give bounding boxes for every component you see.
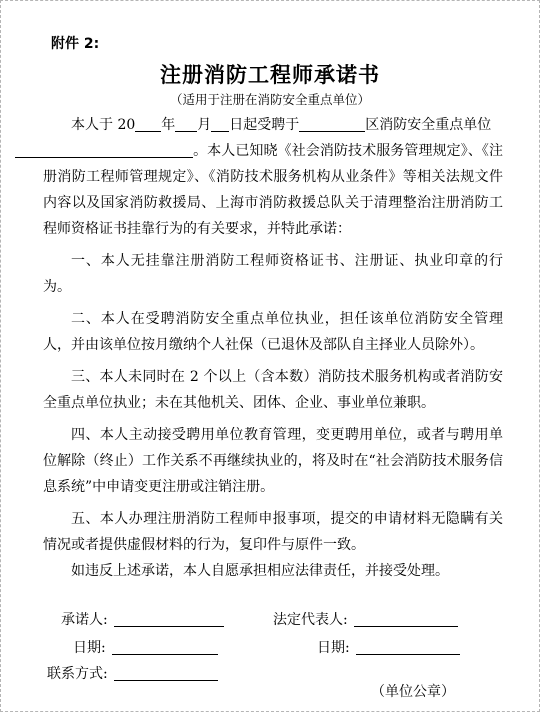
unit-name-blank[interactable] xyxy=(15,141,193,158)
promise-item-4: 四、本人主动接受聘用单位教育管理，变更聘用单位，或者与聘用单位解除（终止）工作关系不再继续执业的，将及时在“社会消防技术服务信息系统”中申请变更注册或注销注册。 xyxy=(43,427,503,495)
legal-rep-label: 法定代表人: xyxy=(273,612,348,628)
intro-text-2: 。本人已知晓《社会消防技术服务管理规定》、《注册消防工程师管理规定》、《消防技术服务机构从业条件》等相关法规文件内容以及国家消防救援局、上海市消防救援总队关于清理整治注册消防工程师资格证书挂靠行为的有关要求，并特此承诺： xyxy=(43,143,503,237)
contact-blank[interactable] xyxy=(114,664,218,681)
intro-paragraph xyxy=(43,112,503,242)
unit-seal-label: （单位公章） xyxy=(371,684,455,700)
intro-text-1: 本人于 20 xyxy=(71,117,136,133)
date-blank-left[interactable] xyxy=(112,638,218,655)
promisor-blank[interactable] xyxy=(114,610,224,627)
date-blank-right[interactable] xyxy=(356,638,460,655)
promisor-field xyxy=(61,609,224,629)
contact-field xyxy=(47,663,218,683)
promise-item-5: 五、本人办理注册消防工程师申报事项，提交的申请材料无隐瞒有关情况或者提供虚假材料的行为，复印件与原件一致。 xyxy=(43,511,503,553)
closing-statement: 如违反上述承诺，本人自愿承担相应法律责任，并接受处理。 xyxy=(71,563,449,579)
intro-month: 月 xyxy=(197,117,212,133)
year-blank[interactable] xyxy=(135,115,161,132)
intro-day: 日起受聘于 xyxy=(229,117,300,133)
document-subtitle: （适用于注册在消防安全重点单位） xyxy=(169,92,370,107)
intro-district: 区消防安全重点单位 xyxy=(365,117,492,133)
district-blank[interactable] xyxy=(299,115,365,132)
promise-item-2: 二、本人在受聘消防安全重点单位执业，担任该单位消防安全管理人，并由该单位按月缴纳个人社保（已退休及部队自主择业人员除外）。 xyxy=(43,311,503,353)
legal-rep-blank[interactable] xyxy=(354,610,458,627)
document-body xyxy=(43,112,503,584)
date-label-left: 日期: xyxy=(73,640,106,656)
promisor-label: 承诺人: xyxy=(61,612,108,628)
promise-item-3: 三、本人未同时在 2 个以上（含本数）消防技术服务机构或者消防安全重点单位执业；未在其他机关、团体、企业、事业单位兼职。 xyxy=(43,369,503,411)
date-field-right xyxy=(317,637,460,657)
date-field-left xyxy=(73,637,218,657)
contact-label: 联系方式: xyxy=(47,666,108,682)
day-blank[interactable] xyxy=(211,115,229,132)
attachment-label: 附件 2: xyxy=(51,36,100,52)
document-title: 注册消防工程师承诺书 xyxy=(160,62,380,87)
intro-year: 年 xyxy=(161,117,176,133)
legal-rep-field xyxy=(273,609,458,629)
promise-item-1: 一、本人无挂靠注册消防工程师资格证书、注册证、执业印章的行为。 xyxy=(43,253,503,295)
date-label-right: 日期: xyxy=(317,640,350,656)
month-blank[interactable] xyxy=(175,115,197,132)
